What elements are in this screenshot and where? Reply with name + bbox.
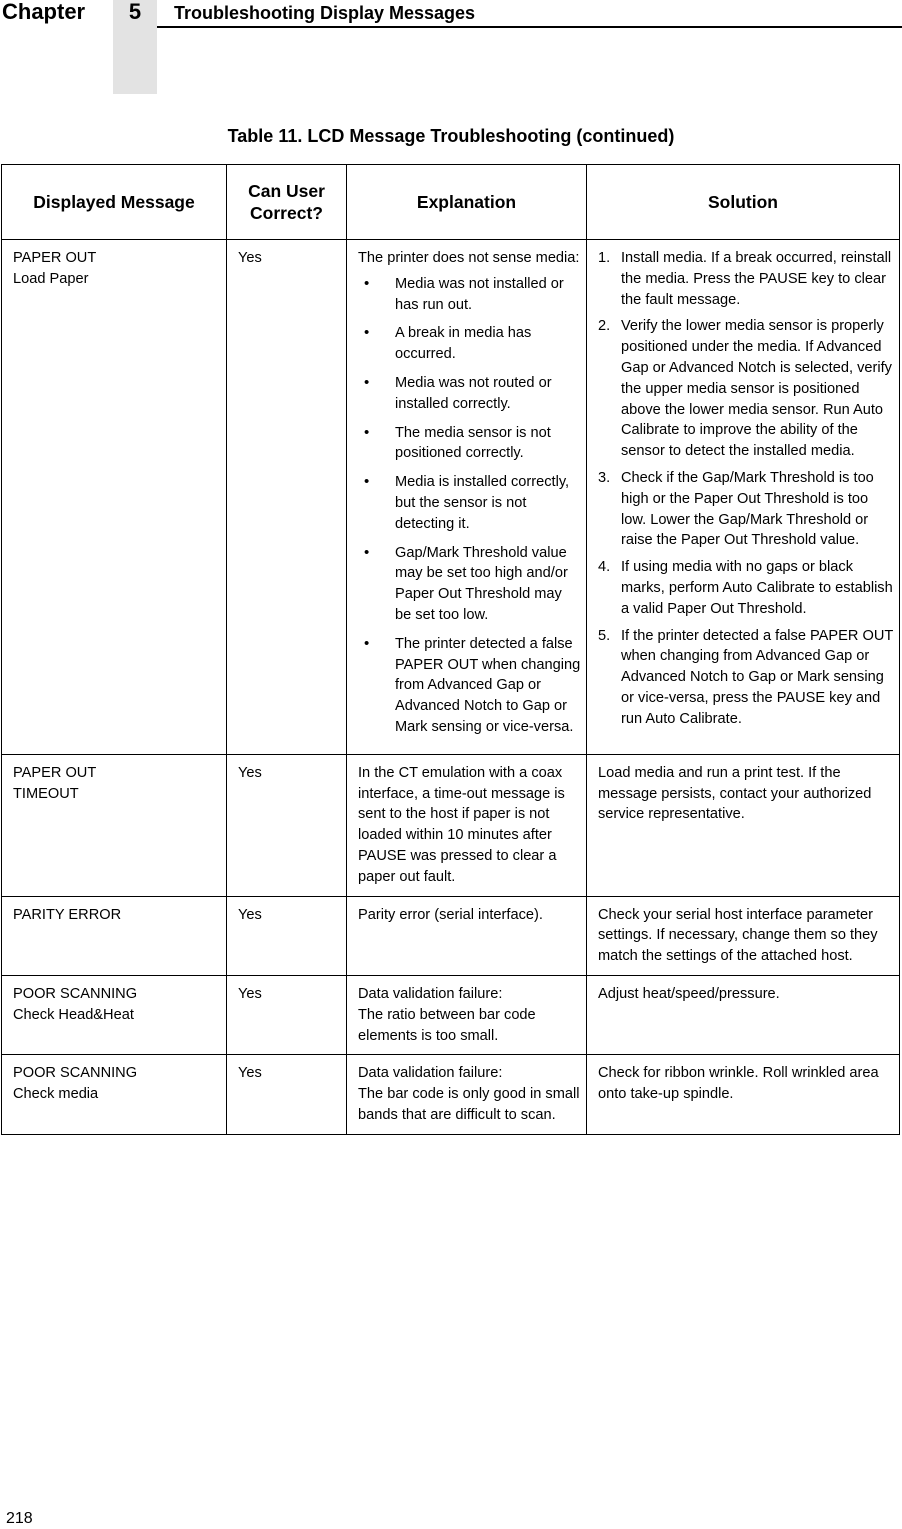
- table-row: [2, 896, 900, 975]
- bullet-text: The printer detected a false PAPER OUT when changing from Advanced Gap or Advanced Notch to Gap or Mark sensing or vice-versa.: [395, 635, 581, 735]
- bullet-icon: •: [364, 543, 370, 561]
- can-user-correct-cell: Yes: [227, 896, 347, 975]
- bullet-text: A break in media has occurred.: [395, 325, 532, 363]
- explanation-cell: [347, 240, 587, 755]
- chapter-tab: [113, 0, 157, 94]
- table-row: [2, 240, 900, 755]
- message-line: TIMEOUT: [13, 785, 79, 802]
- explanation-intro: The printer does not sense media:: [358, 250, 580, 266]
- section-title: Troubleshooting Display Messages: [174, 3, 476, 23]
- explanation-line: The bar code is only good in small bands that are difficult to scan.: [358, 1086, 580, 1123]
- solution-cell: Check your serial host interface parameter settings. If necessary, change them so they match the settings of the attached host.: [587, 896, 900, 975]
- lcd-message-table: [1, 164, 900, 1135]
- can-user-correct-cell: Yes: [227, 240, 347, 755]
- explanation-line: Data validation failure:: [358, 985, 503, 1002]
- list-item: [358, 423, 581, 465]
- message-line: Load Paper: [13, 270, 89, 287]
- displayed-message-cell: [2, 240, 227, 755]
- displayed-message-cell: [2, 896, 227, 975]
- can-user-correct-cell: Yes: [227, 975, 347, 1054]
- message-line: PARITY ERROR: [13, 906, 122, 923]
- list-item: [598, 248, 894, 310]
- list-item: [598, 316, 894, 462]
- solution-step-list: [598, 248, 894, 730]
- column-header-displayed-message: Displayed Message: [2, 165, 227, 240]
- explanation-line: Parity error (serial interface).: [358, 906, 543, 923]
- explanation-cell: [347, 975, 587, 1054]
- bullet-text: Media was not installed or has run out.: [395, 275, 564, 313]
- solution-cell: [587, 240, 900, 755]
- list-item: [358, 543, 581, 626]
- list-item: [358, 373, 581, 415]
- table-row: [2, 1055, 900, 1134]
- message-line: POOR SCANNING: [13, 1065, 138, 1082]
- bullet-icon: •: [364, 634, 370, 652]
- table-row: [2, 754, 900, 896]
- table-caption: Table 11. LCD Message Troubleshooting (continued): [227, 126, 675, 146]
- can-user-correct-cell: Yes: [227, 1055, 347, 1134]
- bullet-text: Media is installed correctly, but the sensor is not detecting it.: [395, 474, 570, 532]
- explanation-line: The ratio between bar code elements is too small.: [358, 1006, 536, 1044]
- step-text: If using media with no gaps or black marks, perform Auto Calibrate to establish a valid Paper Out Threshold.: [621, 559, 893, 617]
- message-line: PAPER OUT: [13, 764, 97, 781]
- step-number: 2.: [598, 318, 611, 335]
- chapter-number: 5: [128, 0, 142, 24]
- explanation-line: In the CT emulation with a coax interface, a time-out message is sent to the host if paper is not loaded within 10 minutes after PAUSE was pressed to clear a paper out fault.: [358, 764, 565, 885]
- bullet-text: Media was not routed or installed correctly.: [395, 374, 552, 412]
- table-row: [2, 975, 900, 1054]
- step-number: 3.: [598, 469, 611, 486]
- step-text: If the printer detected a false PAPER OUT when changing from Advanced Gap or Advanced Notch to Gap or Mark sensing or vice-versa, press the PAUSE key and run Auto Calibrate.: [621, 627, 894, 727]
- page-number: 218: [6, 1510, 33, 1527]
- displayed-message-cell: [2, 975, 227, 1054]
- bullet-icon: •: [364, 473, 370, 491]
- step-text: Install media. If a break occurred, reinstall the media. Press the PAUSE key to clear the fault message.: [621, 250, 892, 308]
- bullet-text: Gap/Mark Threshold value may be set too high and/or Paper Out Threshold may be set too low.: [395, 544, 568, 623]
- table-header-row: [2, 165, 900, 240]
- bullet-text: The media sensor is not positioned correctly.: [395, 424, 551, 462]
- list-item: [358, 323, 581, 365]
- bullet-icon: •: [364, 324, 370, 342]
- solution-cell: Load media and run a print test. If the message persists, contact your authorized service representative.: [587, 754, 900, 896]
- column-header-can-user-correct: Can User Correct?: [227, 165, 347, 240]
- solution-cell: Check for ribbon wrinkle. Roll wrinkled area onto take-up spindle.: [587, 1055, 900, 1134]
- bullet-icon: •: [364, 373, 370, 391]
- step-number: 1.: [598, 250, 611, 266]
- list-item: [598, 557, 894, 619]
- displayed-message-cell: [2, 754, 227, 896]
- bullet-icon: •: [364, 423, 370, 441]
- explanation-line: Data validation failure:: [358, 1065, 503, 1082]
- list-item: [598, 626, 894, 730]
- displayed-message-cell: [2, 1055, 227, 1134]
- message-line: Check Head&Heat: [13, 1006, 134, 1023]
- header-rule: [157, 26, 902, 28]
- step-number: 5.: [598, 627, 611, 644]
- message-line: Check media: [13, 1086, 99, 1103]
- list-item: [358, 274, 581, 316]
- explanation-cell: [347, 896, 587, 975]
- explanation-bullet-list: [358, 274, 581, 738]
- step-text: Verify the lower media sensor is properly positioned under the media. If Advanced Gap or Advanced Notch is selected, verify the upper media sensor is positioned above the lower media sensor. Run Auto Calibrate to improve the ability of the sensor to detect the installed media.: [621, 318, 892, 460]
- can-user-correct-cell: Yes: [227, 754, 347, 896]
- solution-cell: Adjust heat/speed/pressure.: [587, 975, 900, 1054]
- chapter-label: Chapter: [2, 0, 86, 24]
- list-item: [598, 468, 894, 551]
- explanation-cell: [347, 1055, 587, 1134]
- page-header: [0, 0, 902, 96]
- step-number: 4.: [598, 559, 611, 576]
- message-line: PAPER OUT: [13, 250, 97, 266]
- list-item: [358, 472, 581, 534]
- column-header-solution: Solution: [587, 165, 900, 240]
- explanation-cell: [347, 754, 587, 896]
- list-item: [358, 634, 581, 738]
- step-text: Check if the Gap/Mark Threshold is too high or the Paper Out Threshold is too low. Lower the Gap/Mark Threshold or raise the Paper Out Threshold value.: [621, 469, 874, 549]
- column-header-explanation: Explanation: [347, 165, 587, 240]
- message-line: POOR SCANNING: [13, 985, 138, 1002]
- bullet-icon: •: [364, 274, 370, 292]
